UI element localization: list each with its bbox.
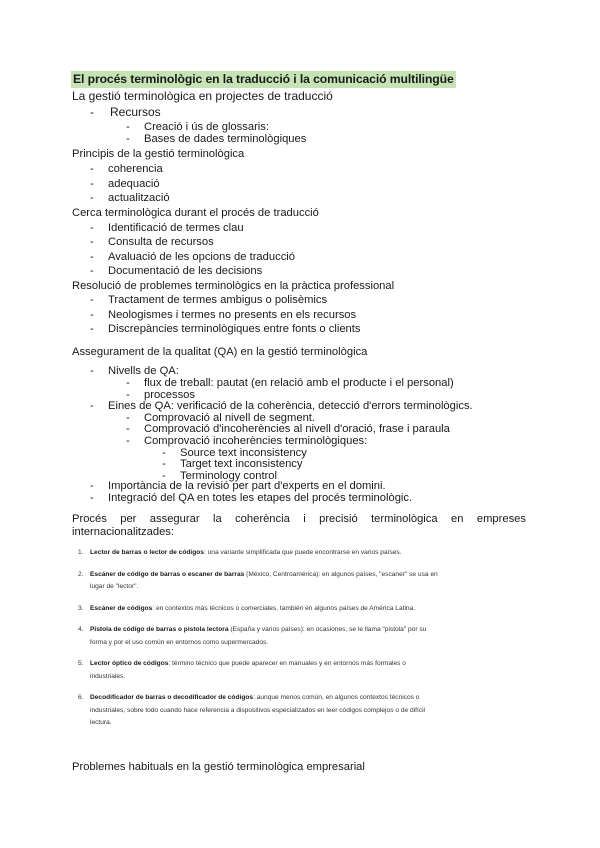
list-item <box>78 692 438 730</box>
item-description: : en contextos más técnicos o comerciales, también en algunos países de América Latina. <box>152 604 416 612</box>
bullet-dash: - <box>162 458 166 470</box>
item-term: Lector de barras o lector de códigos <box>90 549 204 556</box>
list-item-text: Eines de QA: verificació de la coherència, detecció d'errors terminològics. <box>108 400 473 412</box>
item-description: : aunque menos común, en algunos contextos técnicos o industriales, sobre todo cuando hace referencia a dispositivos especializados en leer códigos complejos o de difícil lectura. <box>90 694 426 726</box>
list-item <box>78 603 438 616</box>
section-heading-principles: Principis de la gestió terminològica <box>72 148 245 160</box>
bullet-dash: - <box>90 222 94 234</box>
item-description: (México, Centroamérica): en algunos países, "escaner" se usa en lugar de "lector". <box>90 570 438 590</box>
list-item-text: Avaluació de les opcions de traducció <box>108 251 295 263</box>
list-item <box>78 547 438 560</box>
item-term: Pistola de código de barras o pistola lectora <box>90 626 229 633</box>
bullet-dash: - <box>90 163 94 175</box>
list-item-adequacio <box>90 177 160 191</box>
bullet-dash: - <box>90 105 94 119</box>
sub-item-text: Comprovació d'incoherències al nivell d'oració, frase i paraula <box>144 423 450 435</box>
bullet-dash: - <box>90 365 94 377</box>
list-item-documentation <box>90 264 263 278</box>
sub-item-text: flux de treball: pautat (en relació amb el producte i el personal) <box>144 377 454 389</box>
bullet-dash: - <box>162 447 166 459</box>
item-description: : término técnico que puede aparecer en manuales y en entornos más formales o industriales. <box>90 660 406 680</box>
item-text <box>78 658 438 683</box>
section-heading-problem-solving: Resolució de problemes terminològics en la pràctica professional <box>72 280 395 292</box>
sub-sub-item-text: Source text inconsistency <box>180 447 307 459</box>
item-text <box>78 692 438 730</box>
item-number: 1. <box>78 549 84 556</box>
bullet-dash: - <box>90 265 94 277</box>
sub-item-text: Comprovació incoherències terminològiques: <box>144 435 368 447</box>
bullet-dash: - <box>126 435 130 447</box>
sub-sub-item-text: Terminology control <box>180 470 277 482</box>
item-number: 4. <box>78 626 84 633</box>
list-item <box>78 624 438 649</box>
list-item-text: adequació <box>108 178 160 190</box>
bullet-dash: - <box>90 309 94 321</box>
list-item-text: Discrepàncies terminològiques entre fonts o clients <box>108 323 361 335</box>
sub-sub-item-text: Target text inconsistency <box>180 458 303 470</box>
list-item-text: Nivells de QA: <box>108 365 179 377</box>
bullet-dash: - <box>90 323 94 335</box>
sub-item-text: Bases de dades terminològiques <box>144 133 307 145</box>
list-item-text: Documentació de les decisions <box>108 265 263 277</box>
list-item-text: Tractament de termes ambigus o polisèmics <box>108 294 328 306</box>
list-item-text: coherencia <box>108 163 163 175</box>
document-title: El procés terminològic en la traducció i la comunicació multilingüe <box>73 72 454 86</box>
list-item-text: Importància de la revisió per part d'experts en el domini. <box>108 480 386 492</box>
list-item-coherencia <box>90 162 163 176</box>
bullet-dash: - <box>90 236 94 248</box>
list-item-discrepancies <box>90 322 361 336</box>
list-item-identification <box>90 221 244 235</box>
sub-item-text: Creació i ús de glossaris: <box>144 121 269 133</box>
list-item-qa-integration <box>90 491 413 505</box>
process-paragraph: Procés per assegurar la coherència i precisió terminològica en empreses internacionalitzades: <box>72 513 526 538</box>
bullet-dash: - <box>126 121 130 133</box>
list-item <box>78 569 438 594</box>
bullet-dash: - <box>126 377 130 389</box>
list-item-ambiguous-terms <box>90 293 328 307</box>
list-item-actualitzacio <box>90 191 170 205</box>
numbered-list <box>78 547 438 739</box>
item-number: 6. <box>78 694 84 701</box>
item-description: : una variante simplificada que puede encontrarse en varios países. <box>203 549 402 556</box>
bullet-dash: - <box>90 480 94 492</box>
list-item <box>78 658 438 683</box>
sub-item-databases <box>126 132 307 146</box>
item-number: 3. <box>78 604 84 612</box>
section-heading-common-problems: Problemes habituals en la gestió terminològica empresarial <box>72 761 365 773</box>
bullet-dash: - <box>126 423 130 435</box>
bullet-dash: - <box>90 492 94 504</box>
item-term: Lector óptico de códigos <box>90 660 169 667</box>
list-item-text: Neologismes i termes no presents en els recursos <box>108 309 357 321</box>
item-number: 2. <box>78 570 84 578</box>
sub-item-text: processos <box>144 389 195 401</box>
bullet-dash: - <box>126 389 130 401</box>
bullet-dash: - <box>162 470 166 482</box>
item-text <box>78 569 438 594</box>
list-item-text: Integració del QA en totes les etapes del procés terminològic. <box>108 492 413 504</box>
list-item-evaluation <box>90 250 295 264</box>
item-text <box>78 603 438 616</box>
item-term: Decodificador de barras o decodificador de códigos <box>90 694 254 701</box>
bullet-dash: - <box>90 192 94 204</box>
list-item-neologisms <box>90 308 357 322</box>
sub-item-text: Comprovació al nivell de segment. <box>144 412 316 424</box>
bullet-dash: - <box>90 400 94 412</box>
list-item-consultation <box>90 235 214 249</box>
list-item-text: Consulta de recursos <box>108 236 214 248</box>
bullet-dash: - <box>126 412 130 424</box>
section-heading-terminology-search: Cerca terminològica durant el procés de traducció <box>72 207 319 219</box>
list-item-text: Recursos <box>110 105 161 119</box>
item-text <box>78 547 438 560</box>
list-item-text: actualització <box>108 192 170 204</box>
section-heading-terminology-management: La gestió terminològica en projectes de traducció <box>72 89 333 103</box>
item-term: Escáner de código de barras o escaner de barras <box>90 570 245 578</box>
list-item-recursos <box>90 105 161 119</box>
bullet-dash: - <box>90 178 94 190</box>
bullet-dash: - <box>126 133 130 145</box>
item-text <box>78 624 438 649</box>
item-term: Escáner de códigos <box>90 604 153 612</box>
item-number: 5. <box>78 660 84 667</box>
bullet-dash: - <box>90 294 94 306</box>
section-heading-quality-assurance: Assegurament de la qualitat (QA) en la gestió terminològica <box>72 346 368 358</box>
item-description: (España y varios países): en ocasiones, se le llama "pistola" por su forma y por el uso común en entornos como supermercados. <box>90 626 427 646</box>
list-item-text: Identificació de termes clau <box>108 222 244 234</box>
bullet-dash: - <box>90 251 94 263</box>
